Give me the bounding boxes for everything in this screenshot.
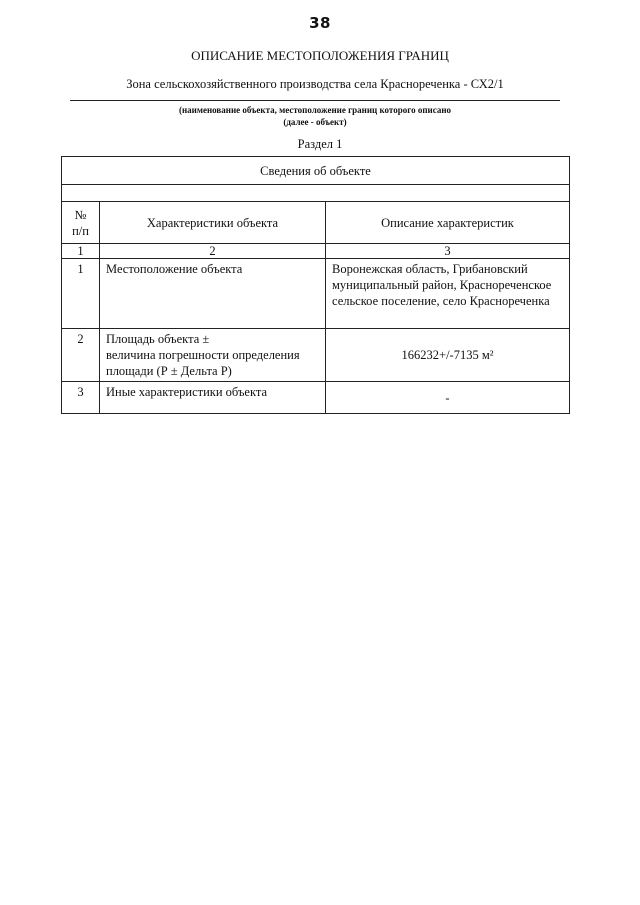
- index-cell-3: 3: [326, 244, 570, 259]
- row-2-characteristic: [100, 329, 326, 382]
- object-name: Зона сельскохозяйственного производства села Краснореченка - СХ2/1: [126, 77, 504, 91]
- underline-rule: [70, 100, 560, 101]
- caption-line-1: (наименование объекта, местоположение границ которого описано: [178, 105, 452, 115]
- table-row: [62, 329, 570, 382]
- row-1-characteristic: Местоположение объекта: [100, 259, 326, 329]
- caption-line-2: (далее - объект): [283, 117, 347, 127]
- table-row: [62, 382, 570, 414]
- table-spacer-row: [62, 185, 570, 202]
- row-2-description: 166232+/-7135 м²: [326, 329, 570, 382]
- document-title: ОПИСАНИЕ МЕСТОПОЛОЖЕНИЯ ГРАНИЦ: [191, 48, 449, 63]
- header-characteristic: Характеристики объекта: [100, 202, 326, 244]
- row-1-num: 1: [62, 259, 100, 329]
- index-cell-2: 2: [100, 244, 326, 259]
- index-cell-1: 1: [62, 244, 100, 259]
- row-3-num: 3: [62, 382, 100, 414]
- object-info-table: [61, 156, 570, 414]
- table-heading-row: [62, 157, 570, 185]
- table-spacer-cell: [62, 185, 570, 202]
- row-2-characteristic-line-2: величина погрешности определения площади (Р ± Дельта Р): [106, 348, 300, 378]
- row-3-characteristic: Иные характеристики объекта: [100, 382, 326, 414]
- header-description: Описание характеристик: [326, 202, 570, 244]
- row-3-description: -: [326, 382, 570, 414]
- table-heading: Сведения об объекте: [62, 157, 570, 185]
- row-1-description: Воронежская область, Грибановский муниципальный район, Краснореченское сельское поселение, село Краснореченка: [326, 259, 570, 329]
- object-name-caption: [70, 104, 560, 128]
- table-index-row: [62, 244, 570, 259]
- row-2-characteristic-line-1: Площадь объекта ±: [106, 332, 210, 346]
- table-row: [62, 259, 570, 329]
- header-num: № п/п: [62, 202, 100, 244]
- table-header-row: [62, 202, 570, 244]
- row-2-num: 2: [62, 329, 100, 382]
- page-number: 38: [309, 14, 331, 32]
- section-label: Раздел 1: [297, 137, 343, 151]
